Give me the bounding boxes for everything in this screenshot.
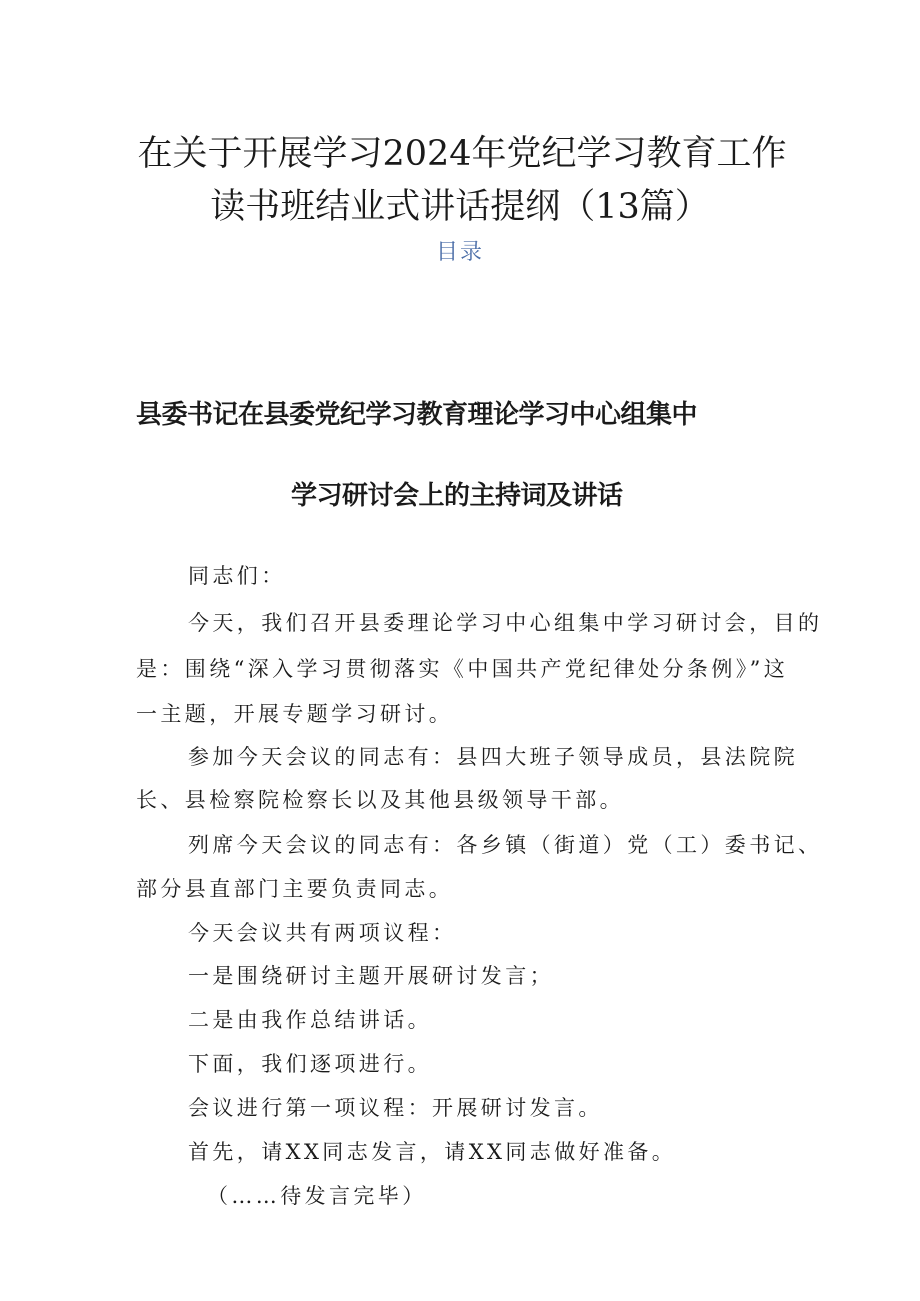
body-line: 下面，我们逐项进行。 (188, 1052, 432, 1076)
body-line-salutation: 同志们： (188, 564, 286, 588)
document-title-line-2: 读书班结业式讲话提纲（13篇） (210, 187, 710, 228)
body-line: 参加今天会议的同志有：县四大班子领导成员，县法院院 (188, 745, 798, 769)
body-line: 今天会议共有两项议程： (188, 921, 457, 945)
body-line: 一是围绕研讨主题开展研讨发言； (188, 964, 554, 988)
body-line: （……待发言完毕） (207, 1184, 427, 1208)
body-line: 会议进行第一项议程：开展研讨发言。 (188, 1096, 603, 1120)
body-line: 长、县检察院检察长以及其他县级领导干部。 (136, 788, 624, 812)
body-line: 部分县直部门主要负责同志。 (136, 877, 454, 901)
body-line: 一主题，开展专题学习研讨。 (136, 702, 454, 726)
body-line: 列席今天会议的同志有：各乡镇（街道）党（工）委书记、 (188, 833, 823, 857)
body-line: 二是由我作总结讲话。 (188, 1008, 432, 1032)
section-heading-line-1: 县委书记在县委党纪学习教育理论学习中心组集中 (136, 399, 698, 430)
document-title-line-1: 在关于开展学习2024年党纪学习教育工作 (137, 134, 787, 175)
table-of-contents-link[interactable]: 目录 (435, 240, 484, 265)
body-line: 首先，请XX同志发言，请XX同志做好准备。 (188, 1140, 677, 1164)
section-heading-line-2: 学习研讨会上的主持词及讲话 (291, 480, 623, 511)
body-line: 是：围绕“深入学习贯彻落实《中国共产党纪律处分条例》”这 (136, 657, 789, 681)
body-line: 今天，我们召开县委理论学习中心组集中学习研讨会，目的 (188, 611, 823, 635)
